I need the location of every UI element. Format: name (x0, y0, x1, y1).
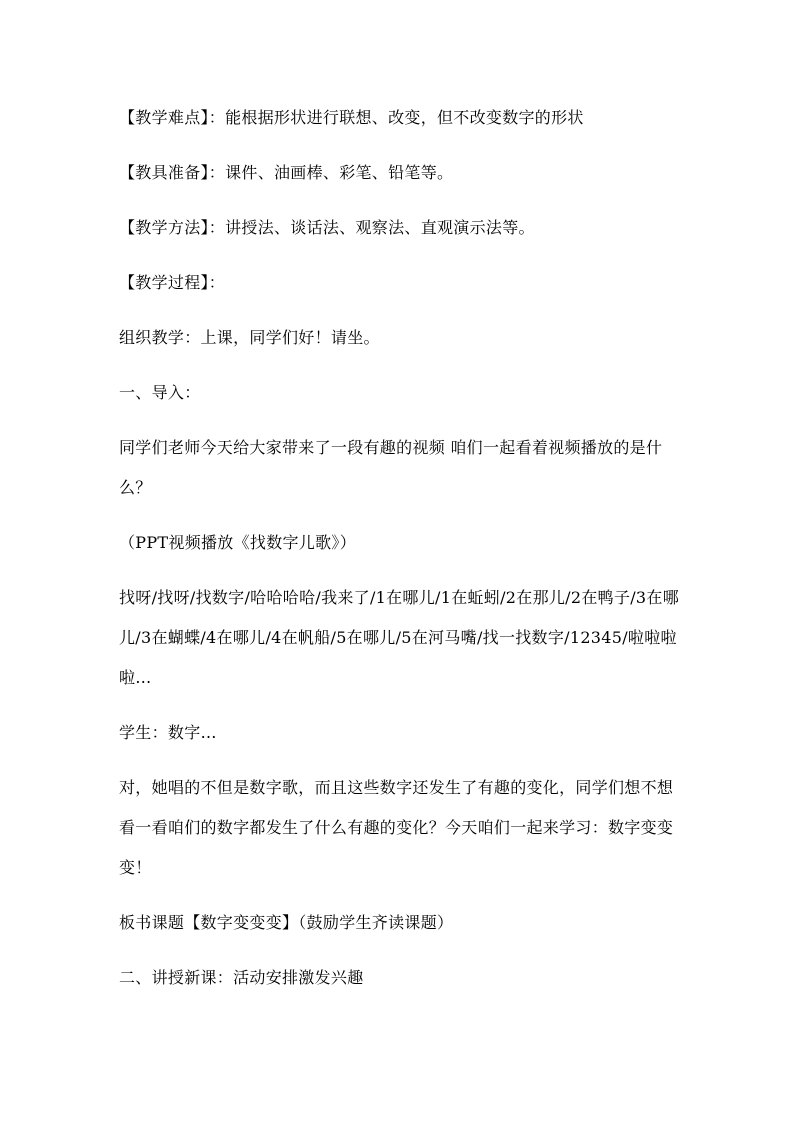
paragraph-board-title: 板书课题【数字变变变】（鼓励学生齐读课题） (119, 913, 454, 932)
paragraph-teaching-process-heading: 【教学过程】： (119, 273, 226, 292)
document-body (119, 104, 679, 1019)
paragraph-song-lyrics: 找呀/找呀/找数字/哈哈哈哈/我来了/1在哪儿/1在蚯蚓/2在那儿/2在鸭子/3在哪儿/3在蝴蝶/4在哪儿/4在帆船/5在哪儿/5在河马嘴/找一找数字/12345/啦啦啦啦… (119, 588, 680, 687)
section-heading-introduction: 一、导入： (119, 383, 201, 402)
paragraph-teaching-difficulty: 【教学难点】：能根据形状进行联想、改变，但不改变数字的形状 (119, 108, 584, 127)
paragraph-ppt-video-note: （PPT视频播放《找数字儿歌》） (119, 533, 357, 552)
paragraph-student-response: 学生：数字… (119, 723, 217, 742)
paragraph-teaching-methods: 【教学方法】：讲授法、谈话法、观察法、直观演示法等。 (119, 218, 535, 237)
paragraph-teaching-aids: 【教具准备】：课件、油画棒、彩笔、铅笔等。 (119, 163, 454, 182)
paragraph-teacher-transition: 对，她唱的不但是数字歌，而且这些数字还发生了有趣的变化，同学们想不想看一看咱们的数字都发生了什么有趣的变化？今天咱们一起来学习：数字变变变！ (119, 778, 674, 877)
paragraph-video-intro: 同学们老师今天给大家带来了一段有趣的视频 咱们一起看着视频播放的是什么？ (119, 438, 663, 497)
paragraph-organize-class: 组织教学：上课，同学们好！请坐。 (119, 328, 380, 347)
section-heading-new-lesson: 二、讲授新课：活动安排激发兴趣 (119, 968, 364, 987)
